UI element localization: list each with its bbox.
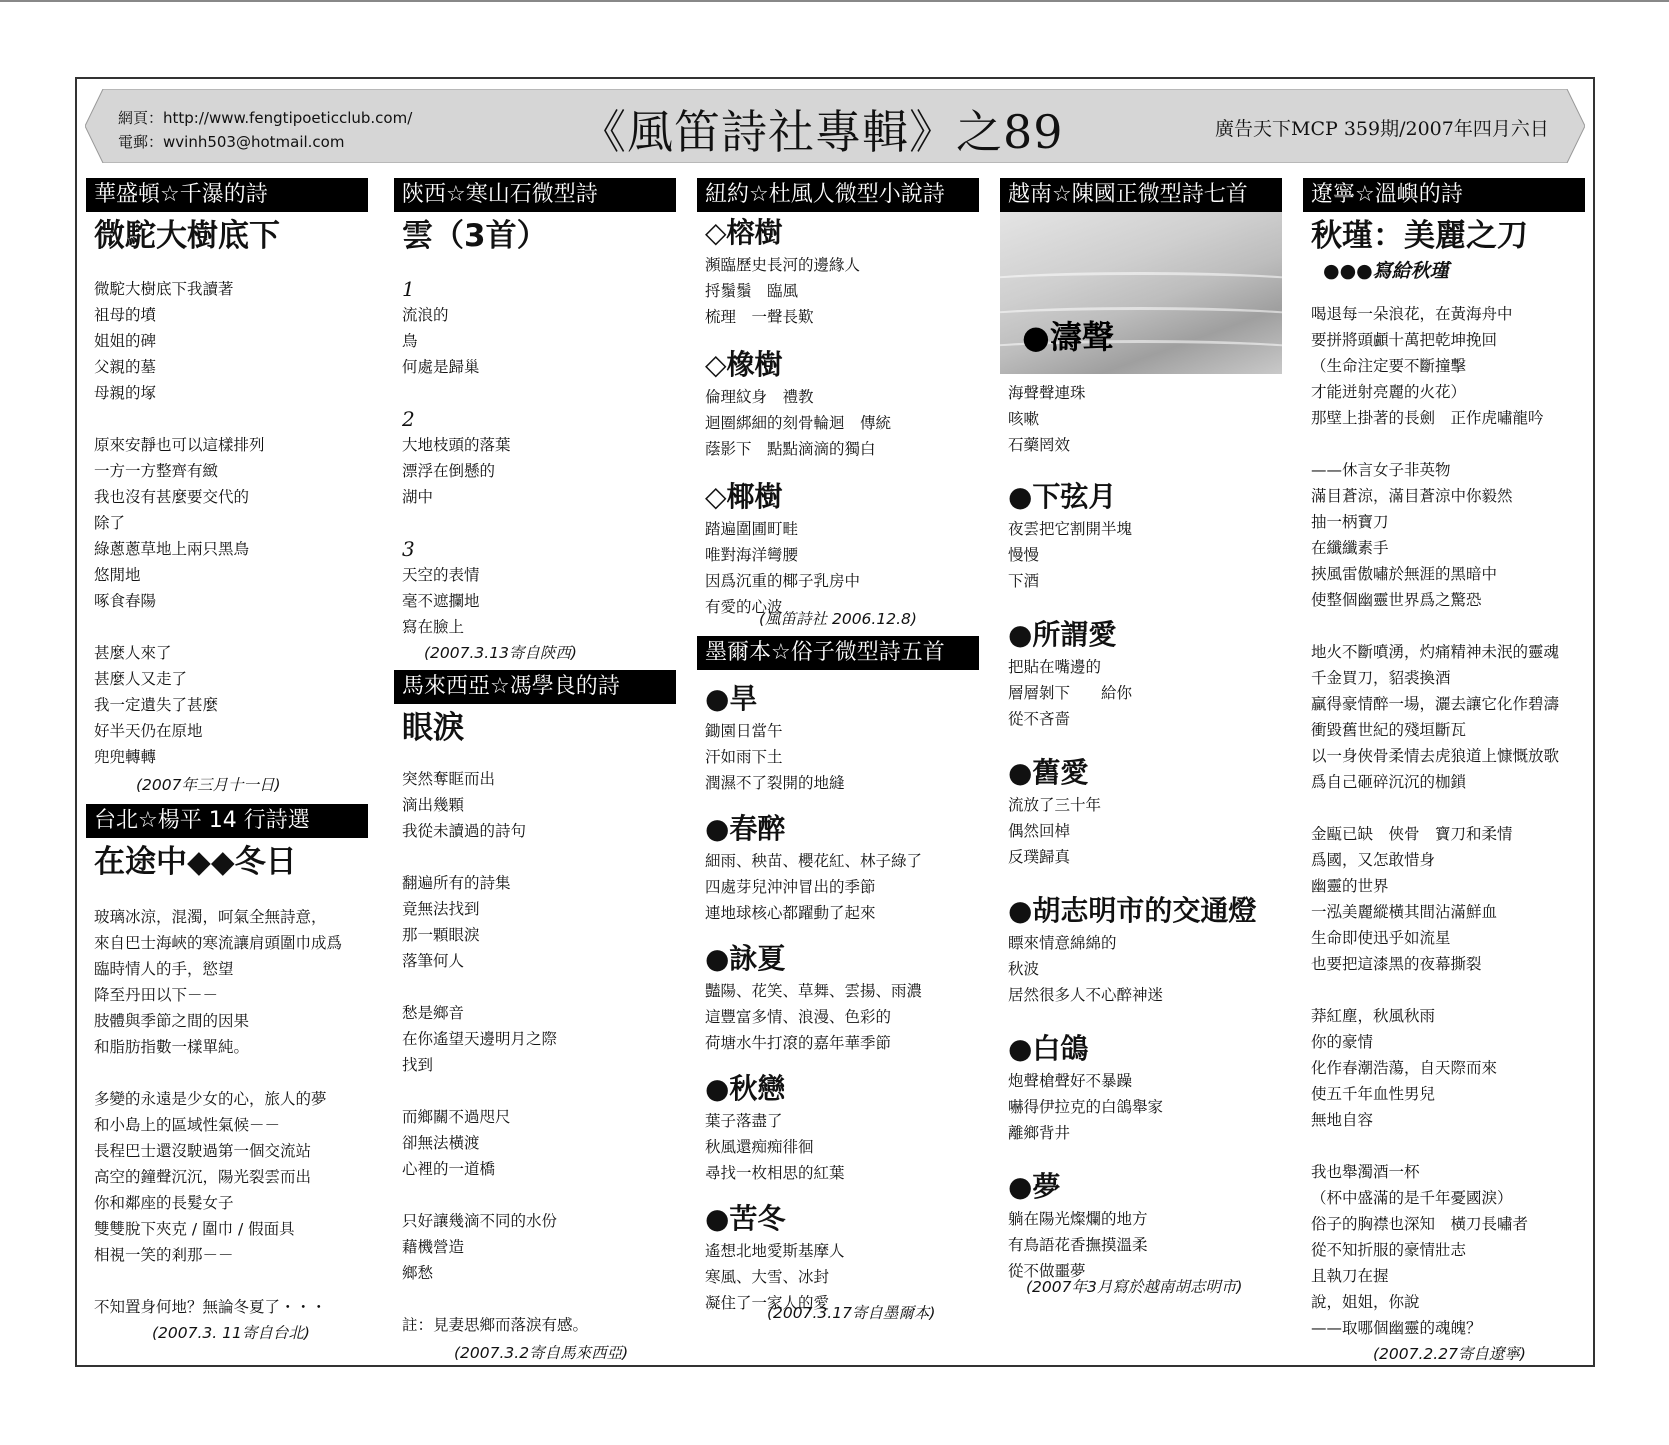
poem-line: 以一身俠骨柔情去虎狼道上慷慨放歌 [1311,747,1560,765]
poem-line: 寒風、大雪、冰封 [705,1268,830,1286]
poem-line: 滿目蒼涼，滿目蒼涼中你毅然 [1311,487,1513,505]
poem-line: 使五千年血性男兒 [1311,1085,1436,1103]
section-header: 越南☆陳國正微型詩七首 [1000,178,1282,212]
section-title: ●舊愛 [1008,756,1089,789]
poem-line: 甚麼人又走了 [94,670,188,688]
poem-line: 一方一方整齊有緻 [94,462,219,480]
poem-line: 滴出幾顆 [402,796,465,814]
poem-line: 註：見妻思鄉而落淚有感。 [402,1316,589,1334]
poem-line: 海聲聲連珠 [1008,384,1086,402]
poem-line: 炮聲槍聲好不暴躁 [1008,1072,1133,1090]
poem-line: 夜雲把它割開半塊 [1008,520,1133,538]
section-title: ●旱 [705,682,758,715]
poem-date: (風笛詩社 2006.12.8) [759,610,917,628]
section-title: ●胡志明市的交通燈 [1008,894,1257,927]
poem-line: 連地球核心都躍動了起來 [705,904,876,922]
poem-line: 那壁上掛著的長劍 正作虎嘯龍吟 [1311,409,1544,427]
poem-line: 有鳥語花香撫摸溫柔 [1008,1236,1148,1254]
contact-info [118,106,412,154]
poem-line: 荷塘水牛打滾的嘉年華季節 [705,1034,892,1052]
section-title: ●所謂愛 [1008,618,1117,651]
poem-line: 母親的塚 [94,384,157,402]
poem-line: 四處芽兒沖沖冒出的季節 [705,878,876,896]
poem-title: 在途中◆◆冬日 [94,844,297,880]
stanza [1311,1159,1585,1341]
stanza [1311,821,1585,977]
poem-section [697,1200,979,1316]
poem-title: 眼淚 [402,710,464,746]
poem-line: ——取哪個幽靈的魂魄？ [1311,1319,1482,1337]
poem-section [1000,616,1282,732]
poem-line: 那一顆眼淚 [402,926,480,944]
poem-line: 落筆何人 [402,952,465,970]
poem-line: 尋找一枚相思的紅葉 [705,1164,845,1182]
poem-line: 何處是歸巢 [402,358,480,376]
part-number: 1 [402,277,415,301]
poem-body [94,904,368,1320]
poem-line: 使整個幽靈世界爲之驚恐 [1311,591,1482,609]
stanza [94,276,368,406]
poem-date: (2007.3.2寄自馬來西亞) [454,1344,629,1362]
poem-line: 踏遍圍圃町畦 [705,520,799,538]
poem-line: 從不做噩夢 [1008,1262,1086,1280]
section-title: ●苦冬 [705,1202,786,1235]
poem-line: 綠蔥蔥草地上兩只黑鳥 [94,540,250,558]
sea-photo [1000,212,1282,374]
poem-line: 突然奪眶而出 [402,770,496,788]
poem-line: 嚇得伊拉克的白鴿舉家 [1008,1098,1164,1116]
poem-line: （杯中盛滿的是千年憂國淚） [1311,1189,1513,1207]
poem-line: 偶然回棹 [1008,822,1071,840]
poem-line: 悠閒地 [94,566,141,584]
stanza [402,870,676,974]
poem-line: 長程巴士還沒駛過第一個交流站 [94,1142,312,1160]
column-3 [697,178,979,1326]
poem-line: 微駝大樹底下我讀著 [94,280,234,298]
poem-line: 肢體與季節之間的因果 [94,1012,250,1030]
section-title: ●下弦月 [1008,480,1117,513]
stanza [94,1294,368,1320]
poem-line: 卻無法橫渡 [402,1134,480,1152]
poem-section [1000,1168,1282,1284]
section-title: ◇椰樹 [705,480,783,513]
poem-date: (2007年3月寫於越南胡志明市) [1026,1278,1243,1296]
poem-line: 千金買刀，貂裘換酒 [1311,669,1451,687]
part-number: 2 [402,407,415,431]
poem-date: (2007.3. 11寄自台北) [152,1324,310,1342]
poem-line: 降至丹田以下－－ [94,986,219,1004]
poem-section [697,810,979,926]
poem-line: 大地枝頭的落葉 [402,436,511,454]
stanza [402,1312,676,1338]
poem-line: 在纖纖素手 [1311,539,1389,557]
poem-line: 莽紅塵，秋風秋雨 [1311,1007,1436,1025]
stanza [94,1086,368,1268]
poem-line: 梳理 一聲長歎 [705,308,814,326]
poem-line: 心裡的一道橋 [402,1160,496,1178]
poem-line: 挾風雷傲嘯於無涯的黑暗中 [1311,565,1498,583]
poem-line: 豔陽、花笑、草舞、雲揚、雨濃 [705,982,923,1000]
poem-line: 因爲沉重的椰子乳房中 [705,572,861,590]
poem-date: (2007.3.17寄自墨爾本) [767,1304,936,1322]
section-title: ●白鴿 [1008,1032,1089,1065]
poem-line: 竟無法找到 [402,900,480,918]
poem-line: 潤濕不了裂開的地縫 [705,774,845,792]
poem-line: 我從未讀過的詩句 [402,822,527,840]
poem-line: 我也沒有甚麼要交代的 [94,488,250,506]
poem-date: (2007.2.27寄自遼寧) [1373,1345,1526,1363]
poem-line: 慢慢 [1008,546,1040,564]
poem-line: 不知置身何地？無論冬夏了・・・ [94,1298,327,1316]
poem-line: 衝毀舊世紀的殘垣斷瓦 [1311,721,1467,739]
poem-line: 你和鄰座的長髮女子 [94,1194,234,1212]
poem-line: 下酒 [1008,572,1040,590]
stanza [94,640,368,770]
stanza [1311,639,1585,795]
poem-line: 好半天仍在原地 [94,722,203,740]
page-title: 《風笛詩社專輯》之89 [580,105,1064,159]
poem-line: 藉機營造 [402,1238,465,1256]
poem-title: 秋瑾：美麗之刀 [1311,218,1528,254]
poem-line: 秋波 [1008,960,1040,978]
poem-section [697,478,979,620]
poem-line: 唯對海洋彎腰 [705,546,799,564]
section-title: ◇橡樹 [705,348,783,381]
poem-line: 一泓美麗縱橫其間沾滿鮮血 [1311,903,1498,921]
poem-section [697,1070,979,1186]
poem-line: 迴圈綁細的刻骨輪迴 傳統 [705,414,892,432]
part-number: 3 [402,537,415,561]
poem-line: 才能迸射亮麗的火花） [1311,383,1467,401]
poem-line: 在你遙望天邊明月之際 [402,1030,558,1048]
poem-section [697,346,979,462]
poem-line: 幽靈的世界 [1311,877,1389,895]
poem-subtitle: ●●●寫給秋瑾 [1323,260,1449,282]
poem-line: 生命即使迅乎如流星 [1311,929,1451,947]
column-1 [86,178,368,1346]
poem-line: 瞟來情意綿綿的 [1008,934,1117,952]
poem-line: 秋風還痴痴徘徊 [705,1138,814,1156]
poem-line: 凝住了一家人的愛 [705,1294,830,1312]
poem-body [1311,301,1585,1341]
section-header: 華盛頓☆千瀑的詩 [86,178,368,212]
poem-line: 爲國，又怎敢惜身 [1311,851,1436,869]
section-header: 紐約☆杜風人微型小說詩 [697,178,979,212]
email-link[interactable]: 電郵：wvinh503@hotmail.com [118,133,345,151]
stanza [1311,457,1585,613]
section-header: 馬來西亞☆馮學良的詩 [394,670,676,704]
poem-line: 石藥罔效 [1008,436,1071,454]
poem-line: 臨時情人的手，慾望 [94,960,234,978]
poem-line: （生命注定要不斷撞擊 [1311,357,1467,375]
poem-line: 找到 [402,1056,434,1074]
poem-line: 離鄉背井 [1008,1124,1071,1142]
poem-line: 姐姐的碑 [94,332,157,350]
poem-title: 雲（3首） [402,218,548,254]
top-rule [0,0,1669,2]
poem-line: 高空的鐘聲沉沉，陽光裂雲而出 [94,1168,312,1186]
poem-sections [697,214,979,620]
poem-section [697,214,979,330]
poem-line: 兜兜轉轉 [94,748,157,766]
section-title: ●秋戀 [705,1072,786,1105]
poem-line: 玻璃冰涼，混濁，呵氣全無詩意， [94,908,327,926]
column-5 [1303,178,1585,1367]
poem-line: 瀕臨歷史長河的邊緣人 [705,256,861,274]
poem-section [1000,892,1282,1008]
stanza [402,1208,676,1286]
poem-line: 相視一笑的剎那－－ [94,1246,234,1264]
section-header: 台北☆楊平 14 行詩選 [86,804,368,838]
poem-line: 多變的永遠是少女的心，旅人的夢 [94,1090,327,1108]
poem-line: 地火不斷噴湧，灼痛精神未泯的靈魂 [1311,643,1560,661]
poem-line: 咳嗽 [1008,410,1040,428]
poem-sections [697,680,979,1316]
poem-line: 鄉愁 [402,1264,434,1282]
poem-line: 鋤園日當午 [705,722,783,740]
poem-line: 愁是鄉音 [402,1004,465,1022]
poem-body [402,766,676,1338]
column-2 [394,178,676,1366]
poem-line: 這豐富多情、浪漫、色彩的 [705,1008,892,1026]
poem-body [1008,380,1282,458]
poem-line: 來自巴士海峽的寒流讓肩頭圍巾成爲 [94,934,343,952]
section-header: 墨爾本☆俗子微型詩五首 [697,636,979,670]
poem-line: 湖中 [402,488,434,506]
poem-line: 葉子落盡了 [705,1112,783,1130]
poem-section [1000,1030,1282,1146]
poem-section [697,680,979,796]
poem-line: 躺在陽光燦爛的地方 [1008,1210,1148,1228]
poem-line: 層層剝下 給你 [1008,684,1133,702]
poem-line: 反璞歸真 [1008,848,1071,866]
poem-date: (2007.3.13寄自陝西) [424,644,577,662]
poem-line: 細雨、秧苗、櫻花紅、林子綠了 [705,852,923,870]
stanza [1311,301,1585,431]
poem-line: 無地自容 [1311,1111,1374,1129]
poem-line: 蔭影下 點點滴滴的獨白 [705,440,876,458]
poem-line: 只好讓幾滴不同的水份 [402,1212,558,1230]
poem-line: 喝退每一朵浪花，在黃海舟中 [1311,305,1513,323]
poem-line: 把貼在嘴邊的 [1008,658,1102,676]
poem-line: 而鄉關不過咫尺 [402,1108,511,1126]
poem-line: 啄食春陽 [94,592,157,610]
poem-line: 要拼將頭顱十萬把乾坤挽回 [1311,331,1498,349]
poem-section [1000,478,1282,594]
section-title: ◇榕樹 [705,216,783,249]
poem-line: 天空的表情 [402,566,480,584]
section-title: ●詠夏 [705,942,786,975]
photo-poem-title: ●濤聲 [1022,318,1114,356]
poem-body [394,276,676,640]
poem-date: (2007年三月十一日) [136,776,281,794]
poem-line: 你的豪情 [1311,1033,1374,1051]
poem-line: 倫理紋身 禮教 [705,388,814,406]
poem-line: 有愛的心波 [705,598,783,616]
poem-line: 父親的墓 [94,358,157,376]
section-header: 遼寧☆溫嶼的詩 [1303,178,1585,212]
stanza [94,904,368,1060]
poem-line: 我一定遺失了甚麼 [94,696,219,714]
poem-line: 化作春潮浩蕩，自天際而來 [1311,1059,1498,1077]
section-title: ●春醉 [705,812,786,845]
poem-line: 我也舉濁酒一杯 [1311,1163,1420,1181]
poem-line: 贏得豪情醉一場，灑去讓它化作碧濤 [1311,695,1560,713]
website-link[interactable]: 網頁：http://www.fengtipoeticclub.com/ [118,109,413,127]
poem-line: 捋鬚鬚 臨風 [705,282,799,300]
stanza [402,1104,676,1182]
poem-line: 毫不遮攔地 [402,592,480,610]
stanza [402,1000,676,1078]
poem-line: 鳥 [402,332,418,350]
section-title: ●夢 [1008,1170,1061,1203]
poem-line: 居然很多人不心醉神迷 [1008,986,1164,1004]
poem-line: 和小島上的區域性氣候－－ [94,1116,281,1134]
poem-line: 祖母的墳 [94,306,157,324]
issue-info: 廣告天下MCP 359期/2007年四月六日 [1215,118,1549,140]
stanza [94,432,368,614]
poem-section [697,940,979,1056]
poem-line: 流放了三十年 [1008,796,1102,814]
poem-line: 金甌已缺 俠骨 寶刀和柔情 [1311,825,1513,843]
poem-line: ——休言女子非英物 [1311,461,1451,479]
poem-line: 也要把這漆黑的夜幕撕裂 [1311,955,1482,973]
poem-line: 翻遍所有的詩集 [402,874,511,892]
poem-title: 微駝大樹底下 [94,218,280,254]
poem-line: 從不知折服的豪情壯志 [1311,1241,1467,1259]
poem-line: 從不吝嗇 [1008,710,1071,728]
poem-sections [1000,478,1282,1284]
poem-line: 寫在臉上 [402,618,465,636]
poem-line: 爲自己砸碎沉沉的枷鎖 [1311,773,1467,791]
poem-line: 甚麼人來了 [94,644,172,662]
poem-line: 原來安靜也可以這樣排列 [94,436,265,454]
poem-line: 遙想北地愛斯基摩人 [705,1242,845,1260]
poem-section [1000,754,1282,870]
poem-line: 說，姐姐，你說 [1311,1293,1420,1311]
poem-line: 且執刀在握 [1311,1267,1389,1285]
poem-line: 和脂肪指數一樣單純。 [94,1038,250,1056]
poem-line: 雙雙脫下夾克 / 圍巾 / 假面具 [94,1220,295,1238]
poem-line: 除了 [94,514,126,532]
poem-body [94,276,368,770]
section-header: 陝西☆寒山石微型詩 [394,178,676,212]
stanza [402,766,676,844]
column-4 [1000,178,1282,1300]
poem-line: 流浪的 [402,306,449,324]
poem-line: 汗如雨下土 [705,748,783,766]
poem-line: 俗子的胸襟也深知 橫刀長嘯者 [1311,1215,1529,1233]
poem-line: 漂浮在倒懸的 [402,462,496,480]
poem-line: 抽一柄寶刀 [1311,513,1389,531]
stanza [1311,1003,1585,1133]
